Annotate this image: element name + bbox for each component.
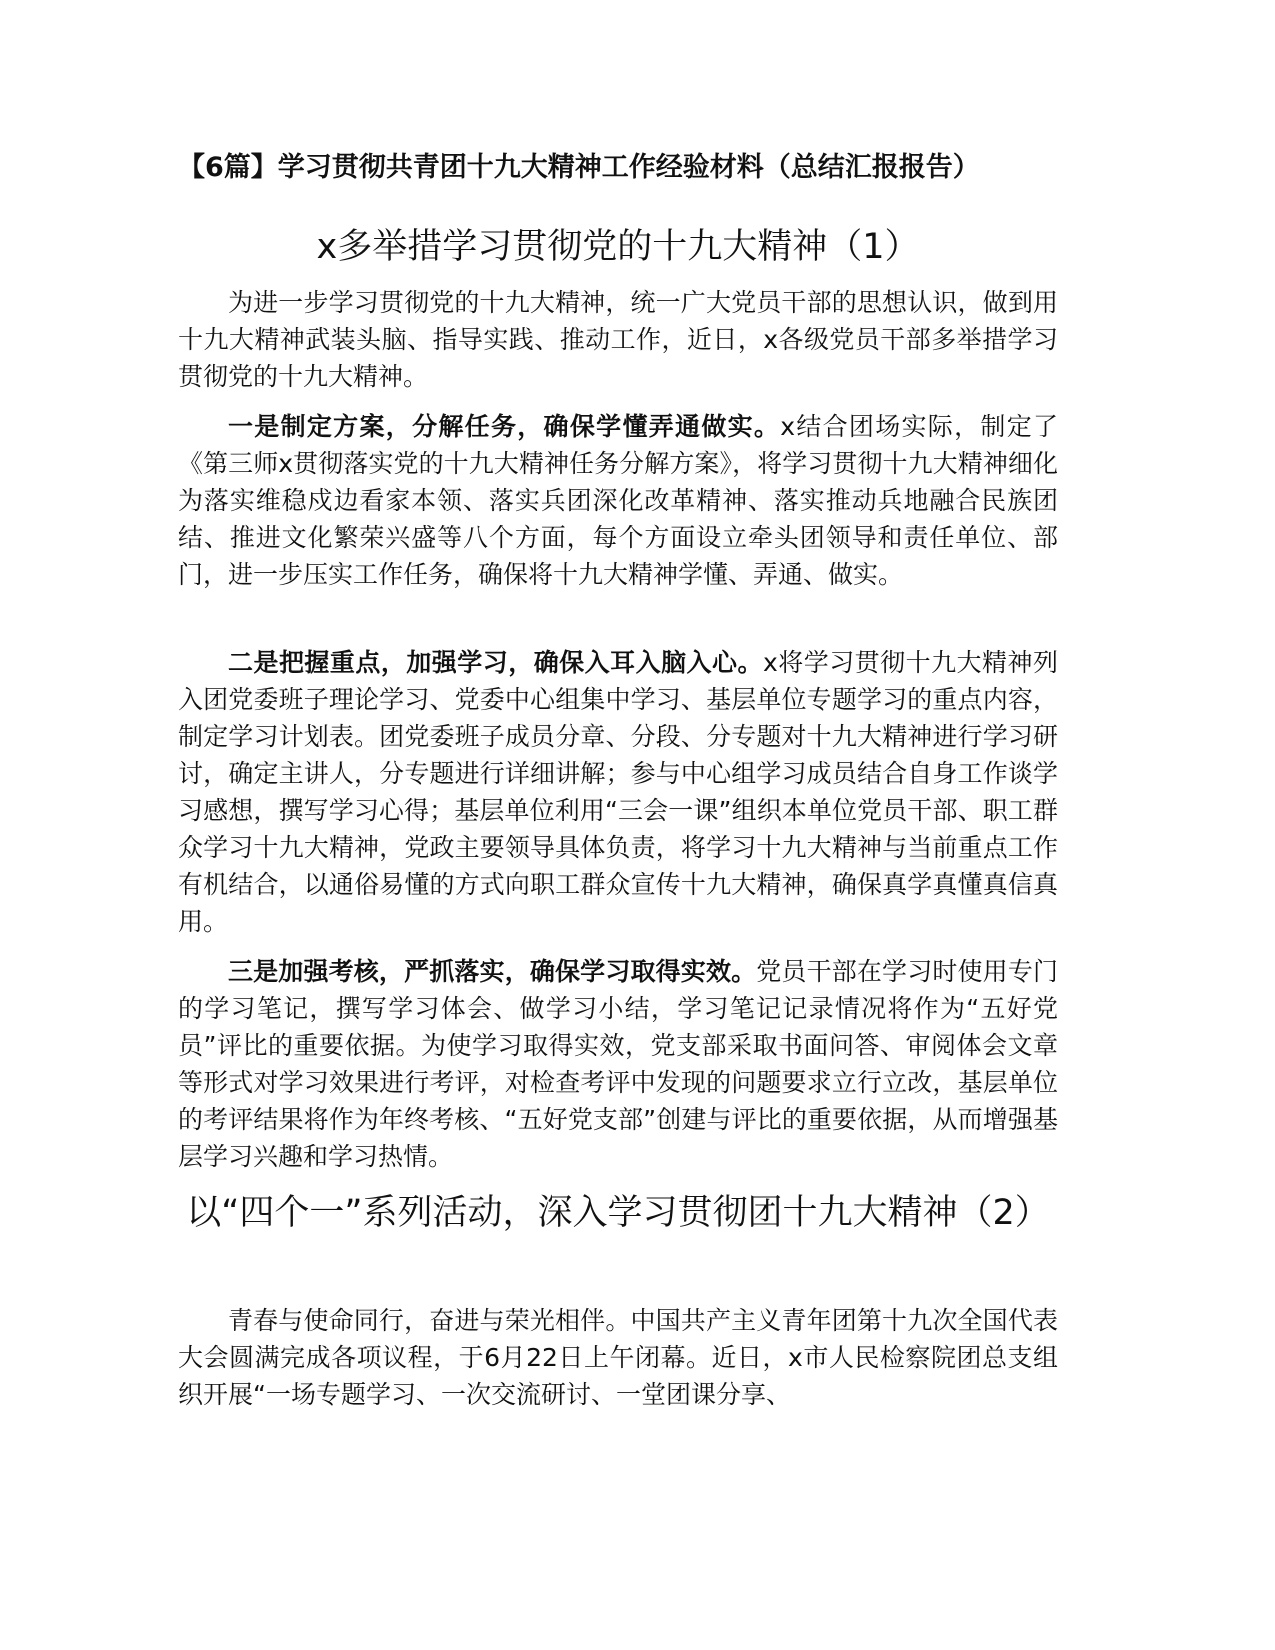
paragraph-text: x结合团场实际，制定了《第三师x贯彻落实党的十九大精神任务分解方案》，将学习贯彻十九大精神细化为落实维稳戍边看家本领、落实兵团深化改革精神、落实推动兵地融合民族团结、推进文化繁荣兴盛等八个方面，每个方面设立牵头团领导和责任单位、部门，进一步压实工作任务，确保将十九大精神学懂、弄通、做实。 [178,412,1058,589]
paragraph-lead: 一是制定方案，分解任务，确保学懂弄通做实。 [228,412,781,441]
document-title: 【6篇】学习贯彻共青团十九大精神工作经验材料（总结汇报报告） [178,152,980,183]
paragraph-text: 为进一步学习贯彻党的十九大精神，统一广大党员干部的思想认识，做到用十九大精神武装头脑、指导实践、推动工作，近日，x各级党员干部多举措学习贯彻党的十九大精神。 [178,288,1058,391]
paragraph-text: 青春与使命同行，奋进与荣光相伴。中国共产主义青年团第十九次全国代表大会圆满完成各项议程，于6月22日上午闭幕。近日，x市人民检察院团总支组织开展“一场专题学习、一次交流研讨、一堂团课分享、 [178,1306,1058,1409]
paragraph-text: 党员干部在学习时使用专门的学习笔记，撰写学习体会、做学习小结，学习笔记记录情况将作为“五好党员”评比的重要依据。为使学习取得实效，党支部采取书面问答、审阅体会文章等形式对学习效果进行考评，对检查考评中发现的问题要求立行立改，基层单位的考评结果将作为年终考核、“五好党支部”创建与评比的重要依据，从而增强基层学习兴趣和学习热情。 [178,957,1058,1171]
paragraph-point-2 [178,644,1058,940]
paragraph-intro-1 [178,284,1058,395]
paragraph-lead: 三是加强考核，严抓落实，确保学习取得实效。 [228,957,757,986]
section-heading-1: x多举措学习贯彻党的十九大精神（1） [316,227,920,267]
paragraph-point-1 [178,408,1058,593]
paragraph-point-3 [178,953,1058,1175]
paragraph-lead: 二是把握重点，加强学习，确保入耳入脑入心。 [228,648,763,677]
paragraph-text: x将学习贯彻十九大精神列入团党委班子理论学习、党委中心组集中学习、基层单位专题学习的重点内容，制定学习计划表。团党委班子成员分章、分段、分专题对十九大精神进行学习研讨，确定主讲人，分专题进行详细讲解；参与中心组学习成员结合自身工作谈学习感想，撰写学习心得；基层单位利用“三会一课”组织本单位党员干部、职工群众学习十九大精神，党政主要领导具体负责，将学习十九大精神与当前重点工作有机结合，以通俗易懂的方式向职工群众宣传十九大精神，确保真学真懂真信真用。 [178,648,1058,936]
section-heading-2: 以“四个一”系列活动，深入学习贯彻团十九大精神（2） [186,1193,1050,1233]
paragraph-intro-2 [178,1302,1058,1413]
